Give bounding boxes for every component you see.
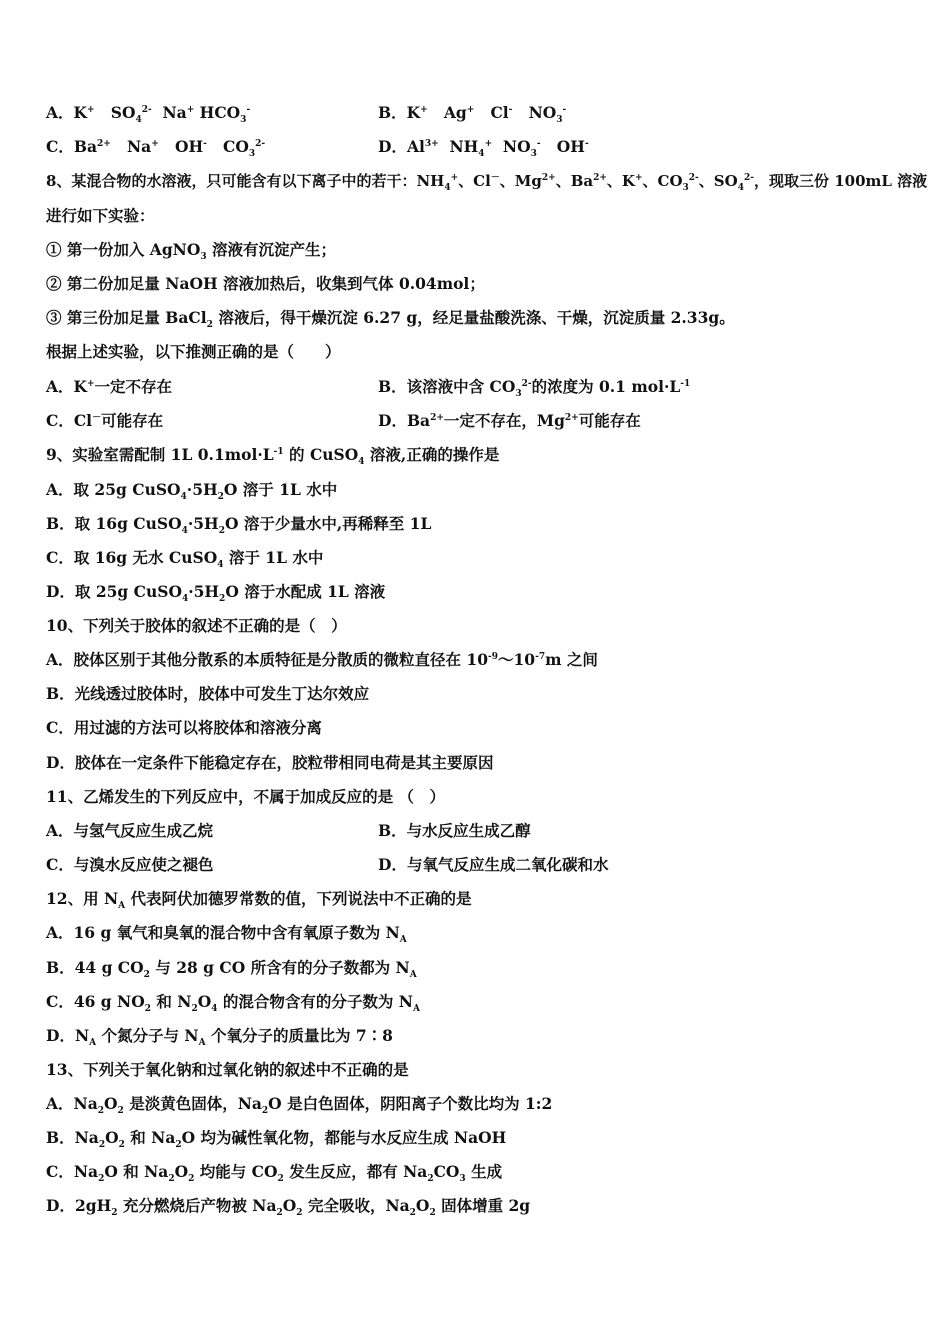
- q9-option-a: A．取 25g $CuSO_4\cdot 5H_2O$ 溶于 1L 水中: [46, 480, 338, 503]
- q8-experiment-3: ③ 第三份加足量 BaCl$_2$ 溶液后，得干燥沉淀 6.27 g，经足量盐酸洗涤、干燥，沉淀质量 2.33g。: [46, 308, 735, 331]
- q13-option-b: B．$Na_2O_2$ 和 $Na_2O$ 均为碱性氧化物，都能与水反应生成 NaOH: [46, 1128, 507, 1151]
- q10-option-c: C．用过滤的方法可以将胶体和溶液分离: [46, 718, 322, 737]
- q7-option-row-2: [46, 137, 589, 160]
- q8-option-d: D．$Ba^{2+}$一定不存在，$Mg^{2+}$可能存在: [378, 411, 641, 430]
- q10-option-a: A．胶体区别于其他分散系的本质特征是分散质的微粒直径在 $10^{-9}\sim 10^{-7}m$ 之间: [46, 650, 598, 669]
- q9-option-b: B．取 16g $CuSO_4\cdot 5H_2O$ 溶于少量水中,再稀释至 1L: [46, 514, 432, 537]
- q9-option-c: C．取 16g 无水 CuSO$_4$ 溶于 1L 水中: [46, 548, 324, 571]
- q11-stem: 11、乙烯发生的下列反应中，不属于加成反应的是 （ ）: [46, 787, 445, 806]
- q12-option-d: D．$N_A$ 个氮分子与 $N_A$ 个氧分子的质量比为 7∶8: [46, 1026, 393, 1049]
- q11-option-row-1: [46, 821, 531, 841]
- q9-option-d: D．取 25g $CuSO_4\cdot 5H_2O$ 溶于水配成 1L 溶液: [46, 582, 386, 605]
- q8-option-c: C．Cl－可能存在: [46, 411, 164, 430]
- q8-option-row-1: [46, 377, 691, 400]
- q11-option-c: C．与溴水反应使之褪色: [46, 855, 214, 874]
- q11-option-a: A．与氢气反应生成乙烷: [46, 821, 214, 840]
- q7-option-a: A．K+ $SO_4^{2-}$ Na+ $HCO_3^-$: [46, 103, 251, 126]
- q8-experiment-2: ② 第二份加足量 NaOH 溶液加热后，收集到气体 0.04mol；: [46, 274, 485, 293]
- q8-question: 根据上述实验，以下推测正确的是（ ）: [46, 342, 341, 361]
- q10-option-b: B．光线透过胶体时，胶体中可发生丁达尔效应: [46, 684, 370, 703]
- q8-stem-line-2: 进行如下实验：: [46, 206, 155, 225]
- q13-option-d: D．$2gH_2$ 充分燃烧后产物被 $Na_2O_2$ 完全吸收，$Na_2O_2$ 固体增重 2g: [46, 1196, 531, 1219]
- q8-stem-line-1: 8、某混合物的水溶液，只可能含有以下离子中的若干：$NH_4^+$、Cl－、$Mg^{2+}$、$Ba^{2+}$、K+、$CO_3^{2-}$、$SO_4^{2-}$，现取三份 100mL 溶液: [46, 172, 928, 193]
- q7-option-b: B．K+ Ag+ Cl- $NO_3^-$: [378, 103, 567, 126]
- q12-stem: 12、用 $N_A$ 代表阿伏加德罗常数的值，下列说法中不正确的是: [46, 889, 472, 912]
- q7-option-row-1: [46, 103, 567, 126]
- q8-experiment-1: ① 第一份加入 AgNO$_3$ 溶液有沉淀产生；: [46, 240, 336, 263]
- q9-stem: 9、实验室需配制 1L $0.1mol\cdot L^{-1}$ 的 CuSO$_4$ 溶液,正确的操作是: [46, 445, 500, 468]
- q11-option-b: B．与水反应生成乙醇: [378, 821, 531, 840]
- q11-option-row-2: [46, 855, 609, 875]
- q12-option-b: B．44 g $CO_2$ 与 28 g CO 所含有的分子数都为 $N_A$: [46, 958, 417, 981]
- q12-option-c: C．46 g $NO_2$ 和 $N_2O_4$ 的混合物含有的分子数为 $N_A$: [46, 992, 420, 1015]
- q10-option-d: D．胶体在一定条件下能稳定存在，胶粒带相同电荷是其主要原因: [46, 753, 494, 772]
- q13-stem: 13、下列关于氧化钠和过氧化钠的叙述中不正确的是: [46, 1060, 409, 1079]
- q12-option-a: A．16 g 氧气和臭氧的混合物中含有氧原子数为 $N_A$: [46, 923, 407, 946]
- q11-option-d: D．与氧气反应生成二氧化碳和水: [378, 855, 609, 874]
- q10-stem: 10、下列关于胶体的叙述不正确的是（ ）: [46, 616, 347, 635]
- q8-option-b: B．该溶液中含 $CO_3^{2-}$的浓度为 0.1 $mol\cdot L^{-1}$: [378, 377, 691, 400]
- q13-option-a: A．$Na_2O_2$ 是淡黄色固体，$Na_2O$ 是白色固体，阴阳离子个数比均为 1:2: [46, 1094, 553, 1117]
- q7-option-d: D．$Al^{3+}$ $NH_4^+$ $NO_3^-$ OH-: [378, 137, 589, 160]
- q8-option-a: A．K+一定不存在: [46, 377, 173, 396]
- q7-option-c: C．$Ba^{2+}$ Na+ OH- $CO_3^{2-}$: [46, 137, 266, 160]
- q13-option-c: C．$Na_2O$ 和 $Na_2O_2$ 均能与 $CO_2$ 发生反应，都有 $Na_2CO_3$ 生成: [46, 1162, 503, 1185]
- q8-option-row-2: [46, 411, 641, 431]
